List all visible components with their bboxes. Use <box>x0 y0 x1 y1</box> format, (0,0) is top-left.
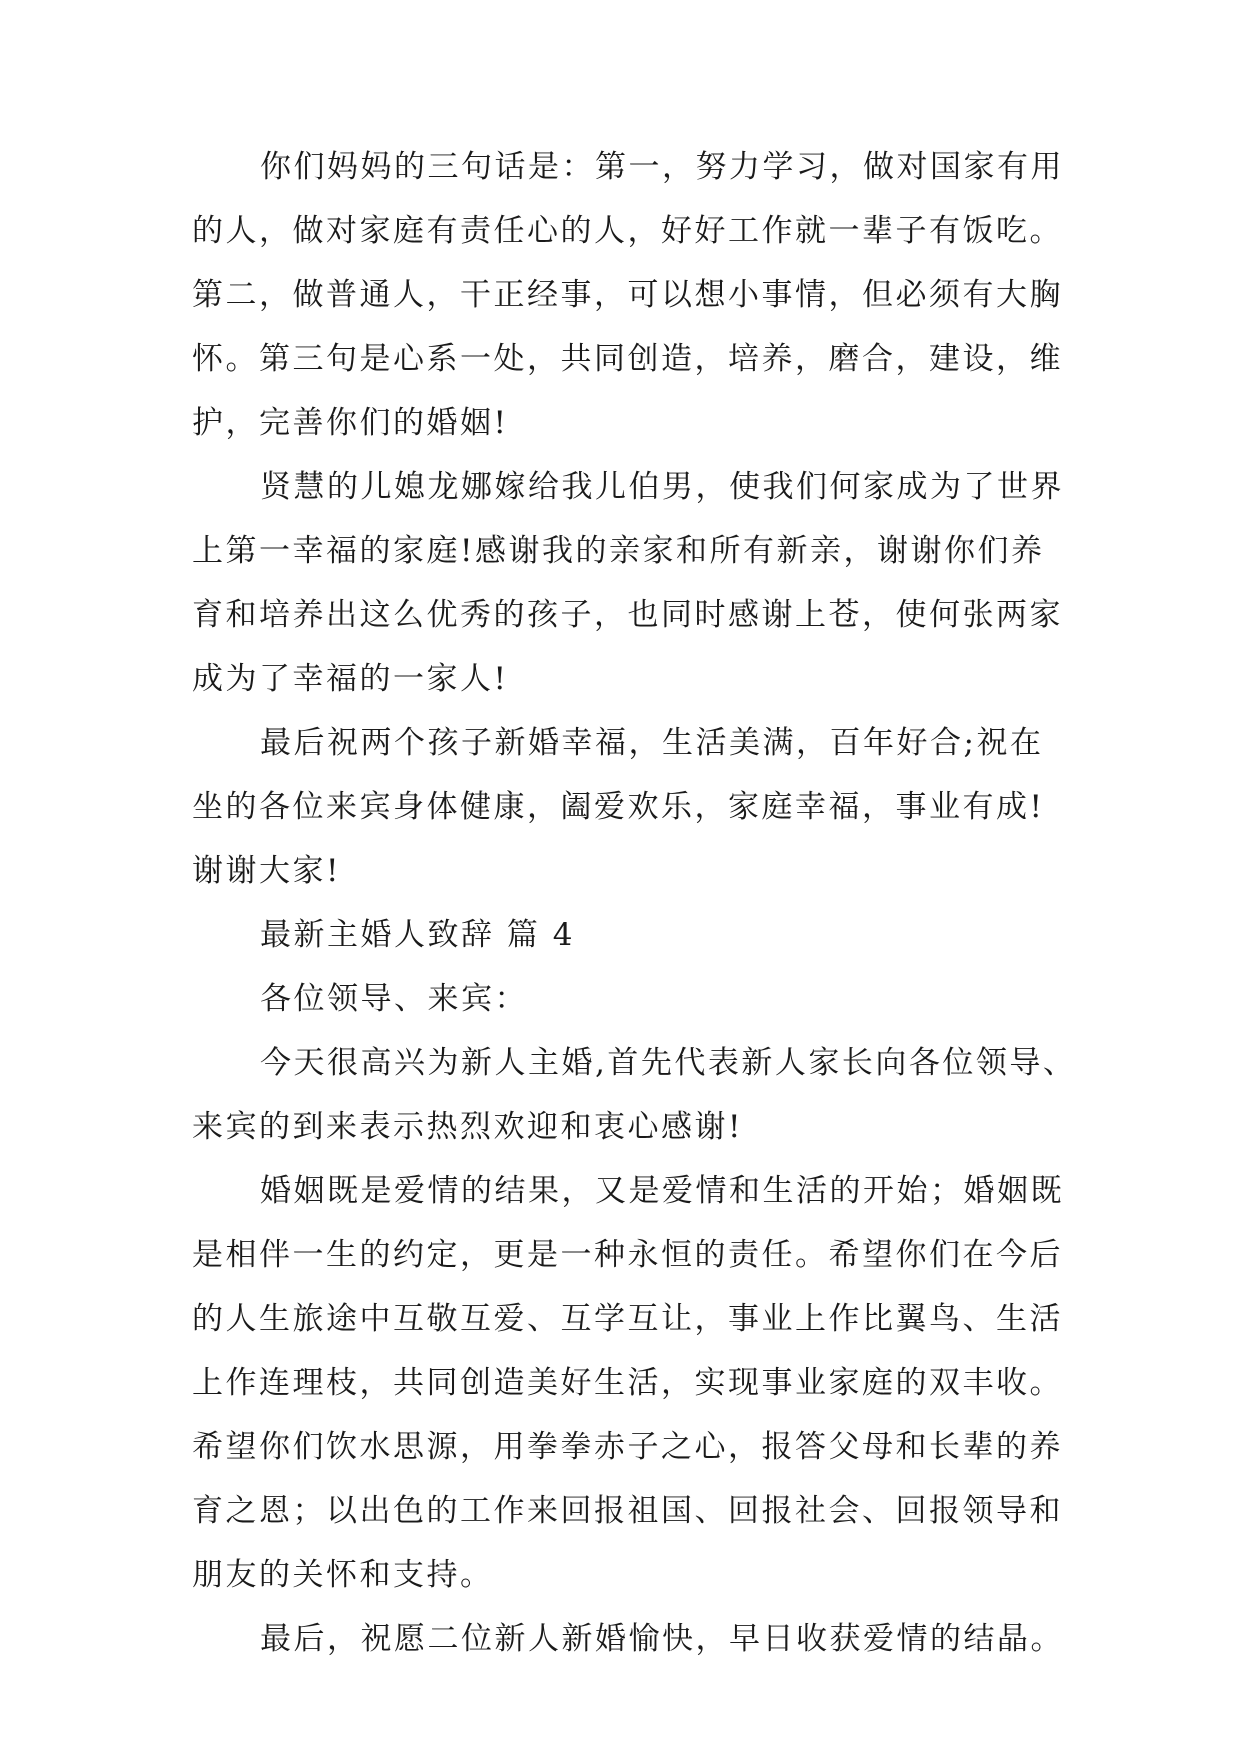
text-line: 贤慧的儿媳龙娜嫁给我儿伯男，使我们何家成为了世界 <box>260 469 1064 505</box>
text-line: 怀。第三句是心系一处，共同创造，培养，磨合，建设，维 <box>192 341 1063 377</box>
text-line: 的人生旅途中互敬互爱、互学互让，事业上作比翼鸟、生活 <box>192 1301 1063 1337</box>
paragraph-daughter-in-law <box>192 455 1092 711</box>
text-line: 成为了幸福的一家人! <box>192 661 509 697</box>
text-line: 的人，做对家庭有责任心的人，好好工作就一辈子有饭吃。 <box>192 213 1063 249</box>
text-line: 来宾的到来表示热烈欢迎和衷心感谢! <box>192 1109 743 1145</box>
text-line: 希望你们饮水思源，用拳拳赤子之心，报答父母和长辈的养 <box>192 1429 1063 1465</box>
text-line: 婚姻既是爱情的结果，又是爱情和生活的开始；婚姻既 <box>260 1173 1064 1209</box>
text-line: 是相伴一生的约定，更是一种永恒的责任。希望你们在今后 <box>192 1237 1063 1273</box>
paragraph-final-wishes <box>192 711 1092 903</box>
text-line: 育和培养出这么优秀的孩子，也同时感谢上苍，使何张两家 <box>192 597 1063 633</box>
paragraph-marriage <box>192 1159 1092 1607</box>
section-heading <box>192 903 1092 967</box>
text-line: 第二，做普通人，干正经事，可以想小事情，但必须有大胸 <box>192 277 1063 313</box>
text-line: 今天很高兴为新人主婚,首先代表新人家长向各位领导、 <box>260 1045 1077 1081</box>
salutation <box>192 967 1092 1031</box>
text-line: 上作连理枝，共同创造美好生活，实现事业家庭的双丰收。 <box>192 1365 1063 1401</box>
text-line: 上第一幸福的家庭!感谢我的亲家和所有新亲，谢谢你们养 <box>192 533 1045 569</box>
text-line: 各位领导、来宾： <box>260 981 528 1017</box>
text-line: 最后，祝愿二位新人新婚愉快，早日收获爱情的结晶。 <box>260 1621 1064 1657</box>
text-line: 你们妈妈的三句话是：第一，努力学习，做对国家有用 <box>260 149 1064 185</box>
text-line: 朋友的关怀和支持。 <box>192 1557 494 1593</box>
paragraph-closing <box>192 1607 1092 1671</box>
paragraph-welcome <box>192 1031 1092 1159</box>
section-title: 最新主婚人致辞 篇 4 <box>260 917 575 953</box>
text-line: 谢谢大家! <box>192 853 341 889</box>
paragraph-mother-three-sayings <box>192 135 1092 455</box>
text-line: 育之恩；以出色的工作来回报祖国、回报社会、回报领导和 <box>192 1493 1063 1529</box>
text-line: 护，完善你们的婚姻! <box>192 405 509 441</box>
text-line: 最后祝两个孩子新婚幸福，生活美满，百年好合;祝在 <box>260 725 1044 761</box>
text-line: 坐的各位来宾身体健康，阖爱欢乐，家庭幸福，事业有成! <box>192 789 1045 825</box>
